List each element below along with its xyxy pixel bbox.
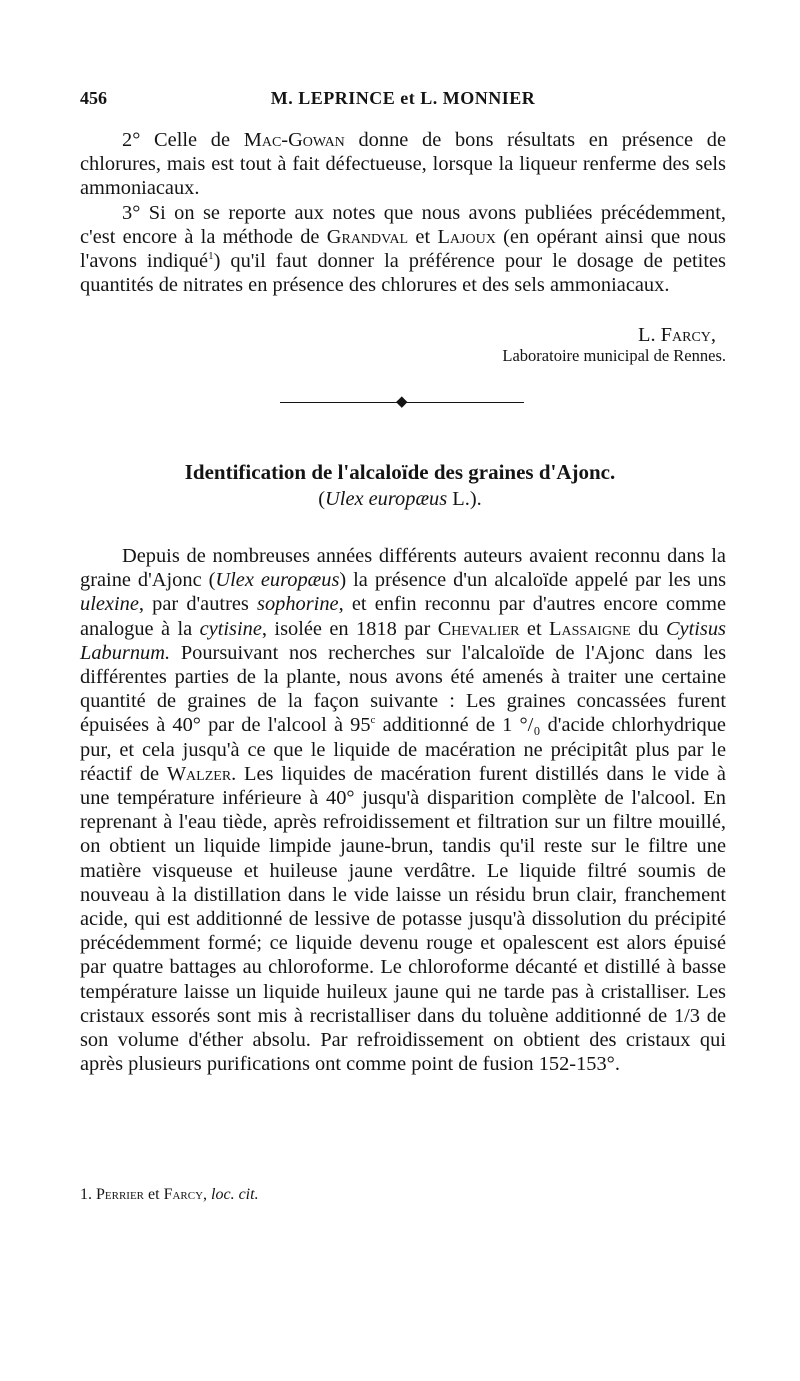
compound-name: cytisine [199,617,262,640]
paragraph [80,128,726,201]
page-header [80,88,726,118]
author-name: Lajoux [437,225,496,248]
text-run: ) qu'il faut donner la préférence pour le dosage de petites quantités de nitrates en présence des chlorures et des sels ammoniacaux. [80,250,726,297]
running-head: M. LEPRINCE et L. MONNIER [270,88,536,108]
author-name: Walzer [166,762,232,785]
article-body [80,544,726,1076]
text-run: (en opérant ainsi que nous l'avons indiqué [80,225,726,273]
species-name: Ulex europæus [215,569,340,592]
text-run: . Les liquides de macération furent distillés dans le vide à une température inférieure à 40° jusqu'à disparition complète de l'alcool. En reprenant à l'eau tiède, après refroidissement et filtration sur un filtre mouillé, on obtient un liquide limpide jaune-brun, tandis qu'il reste sur le filtre une matière visqueuse et huileuse jaune verdâtre. Le liquide filtré soumis de nouveau à la distillation dans le vide laisse un résidu brun clair, franchement acide, qui est additionné de lessive de potasse jusqu'à dissolution du précipité précédemment formé; ce liquide devenu rouge et opalescent est alors épuisé par quatre battages au chloroforme. Le chloroforme décanté et distillé à basse température laisse un liquide huileux jaune qui ne tarde pas à cristalliser. Les cristaux essorés sont mis à recristalliser dans du toluène additionné de 1/3 de son volume d'éther absolu. Par refroidissement on obtient des cristaux qui après plusieurs purifications ont comme point de fusion 152-153°. [80,762,726,1076]
text-run: 2° Celle de [122,129,244,151]
article-subtitle [0,488,800,511]
footnote [80,1186,259,1204]
text-run: donne de bons résultats en présence de chlorures, mais est tout à fait défectueuse, lorsque la liqueur renferme des sels ammoniacaux. [80,129,726,200]
separator-diamond-icon: ◆ [396,394,408,410]
author-name: Mac-Gowan [243,129,345,151]
text-run: ( [318,488,326,510]
article-title: Identification de l'alcaloïde des graines d'Ajonc. [184,460,616,484]
text-run: et [519,617,550,640]
previous-article-conclusion [80,128,726,297]
compound-name: ulexine [80,593,139,616]
text-run: L.). [447,488,482,510]
author-name: Farcy [163,1186,204,1203]
signature-name: L. Farcy, [638,324,716,346]
footnote-marker: 1 [208,250,214,263]
signature-affiliation: Laboratoire municipal de Rennes. [502,346,726,365]
footnote-number: 1. [80,1186,92,1203]
species-name: Cytisus Laburnum. [80,617,726,664]
text-run: additionné de 1 °/₀ d'acide chlorhydrique pur, et cela jusqu'à ce que le liquide de macération ne précipitât plus par le réactif de [80,714,726,785]
text-run: 3° Si on se reporte aux notes que nous avons publiées précédemment, c'est encore à la méthode de [80,201,726,248]
text-run: et [408,225,438,248]
text-run: , isolée en 1818 par [261,617,438,640]
author-name: Lassaigne [549,617,631,640]
page-number: 456 [80,88,107,108]
author-name: Chevalier [437,617,520,640]
citation-reference: loc. cit. [211,1186,259,1203]
paragraph [80,201,726,298]
text-run: du [630,617,666,640]
author-name: Perrier [96,1186,145,1203]
text-run: , par d'autres [138,593,258,616]
text-run: Poursuivant nos recherches sur l'alcaloïde de l'Ajonc dans les différentes parties de la plante, nous avons été amenés à traiter une certaine quantité de graines de la façon suivante : Les graines concassées furent épuisées à 40° par de l'alcool à 95 [80,641,726,737]
species-name: Ulex europæus [325,488,448,510]
paragraph [80,544,726,1076]
superscript: c [370,714,376,727]
text-run: et [144,1186,164,1203]
text-run: , [203,1186,212,1203]
author-name: Grandval [326,225,409,248]
text-run: , et enfin reconnu par d'autres encore comme analogue à la [80,593,726,640]
text-run: Depuis de nombreuses années différents auteurs avaient reconnu dans la graine d'Ajonc ( [80,545,726,592]
compound-name: sophorine [257,593,339,616]
text-run: ) la présence d'un alcaloïde appelé par les uns [339,569,727,592]
